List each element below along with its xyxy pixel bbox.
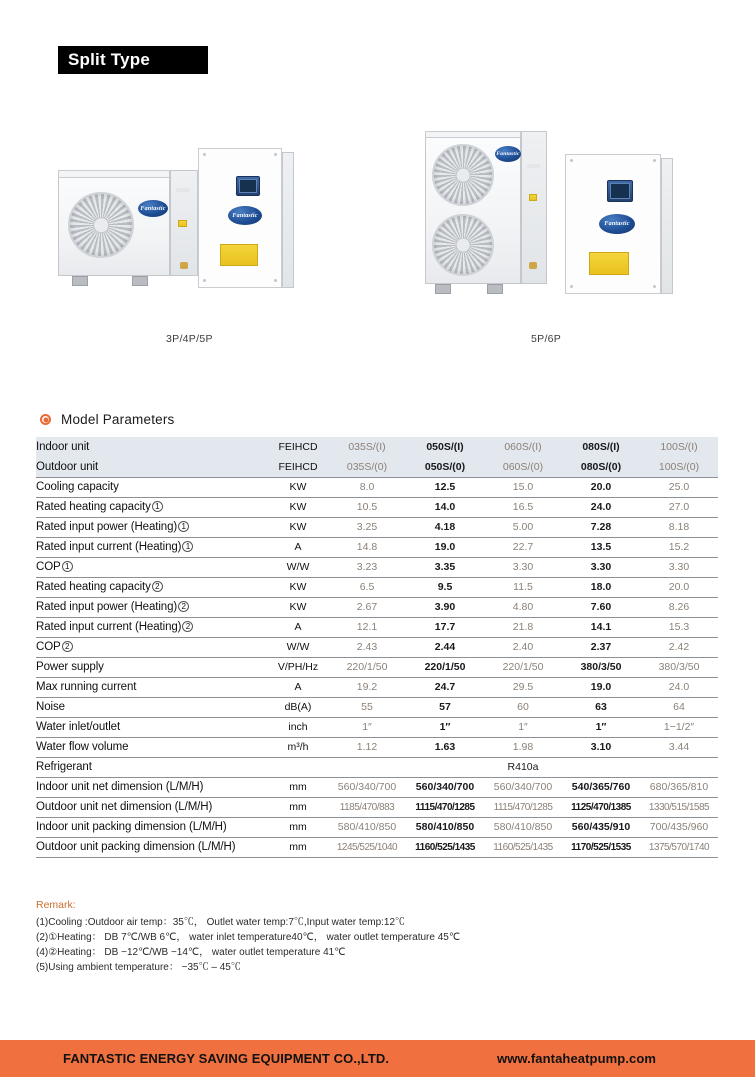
row-value: 14.1 [562, 617, 640, 637]
model-parameters-table [36, 437, 718, 858]
row-value: 1115/470/1285 [484, 797, 562, 817]
row-value: 580/410/850 [406, 817, 484, 837]
row-unit: KW [268, 477, 328, 497]
row-value: 8.0 [328, 477, 406, 497]
table-row [36, 437, 718, 457]
row-unit: inch [268, 717, 328, 737]
row-value: 24.0 [640, 677, 718, 697]
row-value: 580/410/850 [328, 817, 406, 837]
row-value: 3.30 [484, 557, 562, 577]
footnote-marker: 1 [152, 501, 163, 512]
row-value: 1125/470/1385 [562, 797, 640, 817]
row-value: 3.30 [640, 557, 718, 577]
row-value: 700/435/960 [640, 817, 718, 837]
row-label: Water inlet/outlet [36, 717, 268, 737]
footnote-marker: 2 [178, 601, 189, 612]
row-label: Rated input power (Heating) 2 [36, 597, 268, 617]
photo-caption-left: 3P/4P/5P [166, 333, 213, 345]
outdoor-unit-dual-fan [425, 136, 555, 296]
row-value: 2.40 [484, 637, 562, 657]
row-unit: m³/h [268, 737, 328, 757]
row-unit: V/PH/Hz [268, 657, 328, 677]
row-value: 14.8 [328, 537, 406, 557]
row-label: Indoor unit net dimension (L/M/H) [36, 777, 268, 797]
row-value: 8.26 [640, 597, 718, 617]
row-value: 18.0 [562, 577, 640, 597]
row-unit: KW [268, 497, 328, 517]
row-value: 6.5 [328, 577, 406, 597]
table-row [36, 477, 718, 497]
row-unit: KW [268, 517, 328, 537]
row-value: 050S/(0) [406, 457, 484, 477]
row-value: 8.18 [640, 517, 718, 537]
row-value: 29.5 [484, 677, 562, 697]
row-value: 100S/(0) [640, 457, 718, 477]
row-value: 3.30 [562, 557, 640, 577]
row-unit: dB(A) [268, 697, 328, 717]
page-footer [0, 1040, 755, 1077]
remark-line: (5)Using ambient temperature： −35℃ – 45℃ [36, 962, 241, 973]
row-value: 050S/(I) [406, 437, 484, 457]
row-value: 3.44 [640, 737, 718, 757]
row-value: 380/3/50 [562, 657, 640, 677]
model-parameters-heading [40, 412, 175, 427]
row-unit: mm [268, 817, 328, 837]
table-row [36, 637, 718, 657]
row-unit: A [268, 677, 328, 697]
row-value: 3.35 [406, 557, 484, 577]
row-unit: A [268, 617, 328, 637]
footnote-marker: 2 [182, 621, 193, 632]
table-row [36, 677, 718, 697]
row-value: 035S/(I) [328, 437, 406, 457]
brand-logo: Fantastic [138, 200, 168, 217]
row-value: 57 [406, 697, 484, 717]
row-value: 3.90 [406, 597, 484, 617]
row-label: Power supply [36, 657, 268, 677]
row-value: 1″ [562, 717, 640, 737]
row-value: 035S/(0) [328, 457, 406, 477]
row-value: 1.12 [328, 737, 406, 757]
table-row [36, 457, 718, 477]
row-value: 080S/(0) [562, 457, 640, 477]
row-value: 4.80 [484, 597, 562, 617]
row-value: 16.5 [484, 497, 562, 517]
row-label: COP 2 [36, 637, 268, 657]
row-value: 1160/525/1435 [406, 837, 484, 857]
row-value: 14.0 [406, 497, 484, 517]
photo-caption-right: 5P/6P [531, 333, 562, 345]
row-value: 20.0 [640, 577, 718, 597]
table-row [36, 537, 718, 557]
row-value: 15.2 [640, 537, 718, 557]
row-value: 1″ [484, 717, 562, 737]
row-label: Rated heating capacity 1 [36, 497, 268, 517]
row-value: 060S/(I) [484, 437, 562, 457]
row-value: 2.43 [328, 637, 406, 657]
row-value: 2.42 [640, 637, 718, 657]
row-unit [268, 757, 328, 777]
row-value: 7.60 [562, 597, 640, 617]
brand-logo: Fantastic [495, 146, 521, 162]
page-title: Split Type [58, 46, 208, 74]
row-unit: mm [268, 797, 328, 817]
remark-line: (2)①Heating： DB 7℃/WB 6℃， water inlet temperature40℃， water outlet temperature 45℃ [36, 932, 461, 943]
row-value: 1″ [328, 717, 406, 737]
row-value: 680/365/810 [640, 777, 718, 797]
row-value: 55 [328, 697, 406, 717]
row-unit: FEIHCD [268, 437, 328, 457]
outdoor-unit-single-fan [58, 176, 198, 286]
row-unit: FEIHCD [268, 457, 328, 477]
remark-line: (4)②Heating： DB −12℃/WB −14℃， water outlet temperature 41℃ [36, 947, 346, 958]
row-value: 24.0 [562, 497, 640, 517]
control-display [607, 180, 633, 202]
table-row [36, 577, 718, 597]
row-value: 220/1/50 [406, 657, 484, 677]
row-value: 64 [640, 697, 718, 717]
row-label: Rated input current (Heating) 2 [36, 617, 268, 637]
footnote-marker: 1 [182, 541, 193, 552]
row-value: 20.0 [562, 477, 640, 497]
row-value: 540/365/760 [562, 777, 640, 797]
table-row [36, 597, 718, 617]
footnote-marker: 1 [62, 561, 73, 572]
row-value: 220/1/50 [484, 657, 562, 677]
table-row [36, 617, 718, 637]
row-value: 9.5 [406, 577, 484, 597]
row-value: 100S/(I) [640, 437, 718, 457]
row-value: 1245/525/1040 [328, 837, 406, 857]
row-value: 12.1 [328, 617, 406, 637]
row-value: 580/410/850 [484, 817, 562, 837]
row-value: 5.00 [484, 517, 562, 537]
brand-logo: Fantastic [228, 206, 262, 225]
row-unit: KW [268, 597, 328, 617]
row-value: 21.8 [484, 617, 562, 637]
row-value: 380/3/50 [640, 657, 718, 677]
row-unit: KW [268, 577, 328, 597]
row-label: Max running current [36, 677, 268, 697]
table-row [36, 797, 718, 817]
row-value: 560/340/700 [484, 777, 562, 797]
indoor-unit-cabinet [565, 154, 675, 299]
brand-logo: Fantastic [599, 214, 635, 234]
footnote-marker: 2 [62, 641, 73, 652]
row-label: Rated input current (Heating) 1 [36, 537, 268, 557]
row-value: 4.18 [406, 517, 484, 537]
row-value: 3.10 [562, 737, 640, 757]
company-name: FANTASTIC ENERGY SAVING EQUIPMENT CO.,LTD. [63, 1051, 390, 1066]
row-label: Outdoor unit net dimension (L/M/H) [36, 797, 268, 817]
table-row [36, 497, 718, 517]
row-value: 1″ [406, 717, 484, 737]
row-label: Indoor unit [36, 437, 268, 457]
row-value: 1.63 [406, 737, 484, 757]
row-value: 220/1/50 [328, 657, 406, 677]
table-row [36, 657, 718, 677]
row-value: 1375/570/1740 [640, 837, 718, 857]
row-value: 3.25 [328, 517, 406, 537]
row-value: 560/340/700 [406, 777, 484, 797]
row-label: Outdoor unit packing dimension (L/M/H) [36, 837, 268, 857]
row-value: 24.7 [406, 677, 484, 697]
row-value: 1185/470/883 [328, 797, 406, 817]
section-title: Model Parameters [61, 412, 175, 427]
row-value: 560/435/910 [562, 817, 640, 837]
row-value: 1.98 [484, 737, 562, 757]
row-value: 3.23 [328, 557, 406, 577]
row-value: 15.0 [484, 477, 562, 497]
remark-block [36, 898, 676, 975]
footnote-marker: 1 [178, 521, 189, 532]
row-value: 60 [484, 697, 562, 717]
footnote-marker: 2 [152, 581, 163, 592]
table-row [36, 837, 718, 857]
product-photo-area [0, 128, 755, 353]
remark-title: Remark: [36, 899, 76, 911]
table-row [36, 757, 718, 777]
row-value-span: R410a [328, 757, 718, 777]
row-unit: A [268, 537, 328, 557]
row-label: Rated heating capacity 2 [36, 577, 268, 597]
row-value: 080S/(I) [562, 437, 640, 457]
row-unit: mm [268, 837, 328, 857]
row-value: 63 [562, 697, 640, 717]
row-value: 1160/525/1435 [484, 837, 562, 857]
row-label: Noise [36, 697, 268, 717]
row-unit: mm [268, 777, 328, 797]
row-value: 11.5 [484, 577, 562, 597]
table-row [36, 817, 718, 837]
row-value: 19.0 [406, 537, 484, 557]
row-value: 1115/470/1285 [406, 797, 484, 817]
row-value: 13.5 [562, 537, 640, 557]
row-value: 25.0 [640, 477, 718, 497]
row-value: 19.2 [328, 677, 406, 697]
row-value: 2.44 [406, 637, 484, 657]
row-value: 10.5 [328, 497, 406, 517]
row-value: 15.3 [640, 617, 718, 637]
row-label: Cooling capacity [36, 477, 268, 497]
row-value: 1330/515/1585 [640, 797, 718, 817]
row-unit: W/W [268, 637, 328, 657]
row-value: 17.7 [406, 617, 484, 637]
row-value: 1−1/2″ [640, 717, 718, 737]
table-row [36, 517, 718, 537]
row-label: Rated input power (Heating) 1 [36, 517, 268, 537]
row-value: 27.0 [640, 497, 718, 517]
table-row [36, 777, 718, 797]
row-value: 2.37 [562, 637, 640, 657]
table-row [36, 737, 718, 757]
row-value: 19.0 [562, 677, 640, 697]
control-display [236, 176, 260, 196]
remark-line: (1)Cooling :Outdoor air temp：35℃， Outlet water temp:7℃,Input water temp:12℃ [36, 917, 406, 928]
table-row [36, 557, 718, 577]
row-label: Indoor unit packing dimension (L/M/H) [36, 817, 268, 837]
table-row [36, 697, 718, 717]
row-value: 1170/525/1535 [562, 837, 640, 857]
row-value: 060S/(0) [484, 457, 562, 477]
row-unit: W/W [268, 557, 328, 577]
row-label: Outdoor unit [36, 457, 268, 477]
row-value: 2.67 [328, 597, 406, 617]
table-row [36, 717, 718, 737]
row-label: Refrigerant [36, 757, 268, 777]
circle-dot-icon [40, 414, 51, 425]
website-url[interactable]: www.fantaheatpump.com [497, 1051, 657, 1066]
row-label: COP 1 [36, 557, 268, 577]
row-value: 22.7 [484, 537, 562, 557]
row-value: 560/340/700 [328, 777, 406, 797]
indoor-unit-cabinet [198, 148, 294, 294]
row-value: 12.5 [406, 477, 484, 497]
row-value: 7.28 [562, 517, 640, 537]
row-label: Water flow volume [36, 737, 268, 757]
